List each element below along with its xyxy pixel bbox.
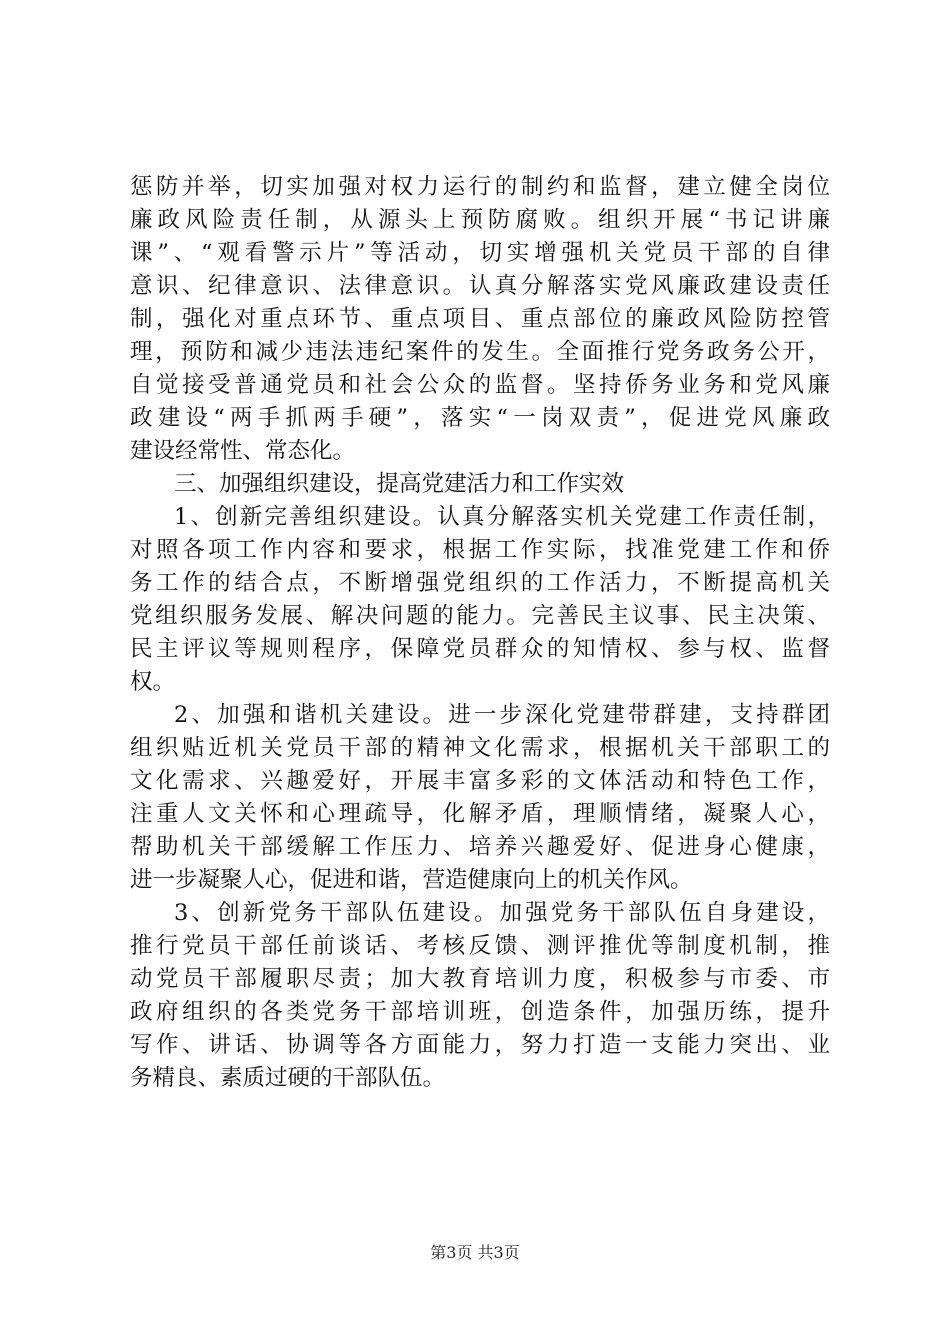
text-line: 制，强化对重点环节、重点项目、重点部位的廉政风险防控管: [130, 306, 830, 332]
text-line: 权。: [130, 669, 176, 695]
text-line: 帮助机关干部缓解工作压力、培养兴趣爱好、促进身心健康，: [130, 834, 830, 860]
page-footer: 第3页 共3页: [430, 1243, 520, 1262]
text-line: 建设经常性、常态化。: [130, 438, 356, 464]
text-line: 对照各项工作内容和要求，根据工作实际，找准党建工作和侨: [130, 537, 830, 563]
document-body: [130, 171, 830, 1095]
text-line: 3、创新党务干部队伍建设。加强党务干部队伍自身建设，: [174, 900, 830, 926]
text-line: 文化需求、兴趣爱好，开展丰富多彩的文体活动和特色工作，: [130, 768, 830, 794]
text-line: 课”、“观看警示片”等活动，切实增强机关党员干部的自律: [130, 240, 830, 266]
text-line: 1、创新完善组织建设。认真分解落实机关党建工作责任制，: [174, 504, 830, 530]
text-line: 2、加强和谐机关建设。进一步深化党建带群建，支持群团: [174, 702, 830, 728]
text-line: 廉政风险责任制，从源头上预防腐败。组织开展“书记讲廉: [130, 207, 830, 233]
text-line: 进一步凝聚人心，促进和谐，营造健康向上的机关作风。: [130, 867, 693, 893]
text-line: 动党员干部履职尽责；加大教育培训力度，积极参与市委、市: [130, 966, 830, 992]
text-line: 惩防并举，切实加强对权力运行的制约和监督，建立健全岗位: [130, 174, 830, 200]
text-line: 意识、纪律意识、法律意识。认真分解落实党风廉政建设责任: [130, 273, 830, 299]
text-line: 政建设“两手抓两手硬”，落实“一岗双责”，促进党风廉政: [130, 405, 830, 431]
text-line: 写作、讲话、协调等各方面能力，努力打造一支能力突出、业: [130, 1032, 830, 1058]
text-line: 推行党员干部任前谈话、考核反馈、测评推优等制度机制，推: [130, 933, 830, 959]
text-line: 务精良、素质过硬的干部队伍。: [130, 1065, 446, 1091]
text-line: 务工作的结合点，不断增强党组织的工作活力，不断提高机关: [130, 570, 830, 596]
text-line: 组织贴近机关党员干部的精神文化需求，根据机关干部职工的: [130, 735, 830, 761]
text-line: 政府组织的各类党务干部培训班，创造条件，加强历练，提升: [130, 999, 830, 1025]
text-line: 理，预防和减少违法违纪案件的发生。全面推行党务政务公开，: [130, 339, 830, 365]
text-line: 注重人文关怀和心理疏导，化解矛盾，理顺情绪，凝聚人心，: [130, 801, 830, 827]
text-line: 三、加强组织建设，提高党建活力和工作实效: [174, 471, 625, 497]
text-line: 自觉接受普通党员和社会公众的监督。坚持侨务业务和党风廉: [130, 372, 830, 398]
text-line: 党组织服务发展、解决问题的能力。完善民主议事、民主决策、: [130, 603, 830, 629]
text-line: 民主评议等规则程序，保障党员群众的知情权、参与权、监督: [130, 636, 830, 662]
